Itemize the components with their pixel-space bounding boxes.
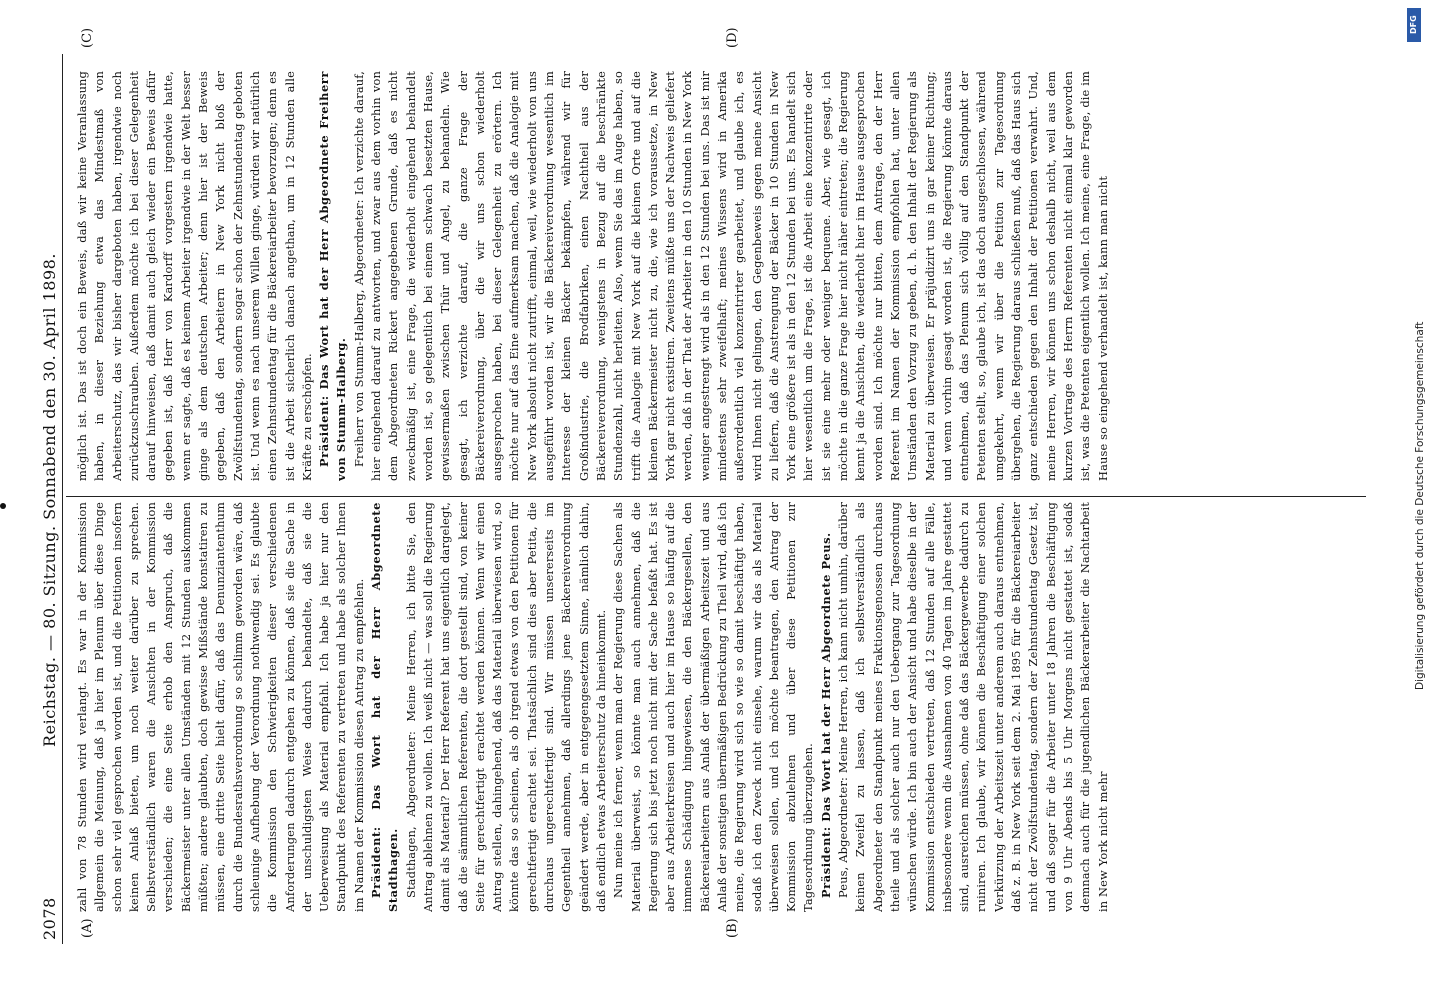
speaker-line: Präsident: Das Wort hat der Herr Abgeordnete Peus.: [818, 532, 833, 898]
right-column: [74, 71, 1374, 481]
column-divider: [66, 496, 1366, 497]
paragraph: möglich ist. Das ist doch ein Beweis, daß wir keine Veranlassung haben, in dieser Beziehung etwa das Mindestmaß von Arbeiterschutz, das wir bisher dargeboten haben, irgendwie noch zurückzuschrauben. Außerdem möchte ich bei dieser Gelegenheit darauf hinweisen, daß damit auch gleich wieder ein Beweis dafür gegeben ist, daß Herr von Kardorff vorgestern irgendwie hatte, wenn er sagte, daß es keinem Arbeiter irgendwie in der Welt besser ginge als dem deutschen Arbeiter; denn hier ist der Beweis gegeben, daß den Arbeitern in New York nicht bloß der Zwölfstundentag, sondern sogar schon der Zehnstundentag geboten ist. Und wenn es nach unserem Willen ginge, würden wir natürlich einen Zehnstundentag für die Bäckereiarbeiter bevorzugen; denn es ist die Arbeit sicherlich danach angethan, um in 12 Stunden alle Kräfte zu erschöpfen.: [75, 71, 314, 481]
header-rule: [62, 54, 63, 944]
paragraph: Stadthagen, Abgeordneter: Meine Herren, ich bitte Sie, den Antrag ablehnen zu wollen. Ich weiß nicht — was soll die Regierung damit als Material? Der Herr Referent hat uns eigentlich dargelegt, daß die sämmtlichen Referenten, die dort gestellt sind, von keiner Seite für gerechtfertigt erachtet werden können. Wenn wir einen Antrag stellen, dahingehend, daß das Material überwiesen wird, so könnte das so scheinen, als ob irgend etwas von den Petitionen für gerechtfertigt erachtet sei. Thatsächlich sind dies aber Petita, die durchaus ungerechtfertigt sind. Wir müssen unsererseits im Gegentheil annehmen, daß allerdings jene Bäckereiverordnung geändert werde, aber in entgegengesetztem Sinne, nämlich dahin, daß endlich etwas Arbeiterschutz da hineinkommt.: [403, 502, 608, 912]
running-header: [6, 60, 59, 940]
credit-text: Digitalisierung gefördert durch die Deutsche Forschungsgemeinschaft: [1414, 321, 1426, 690]
margin-marker-c: (C): [80, 27, 95, 48]
paragraph: Nun meine ich ferner, wenn man der Regierung diese Sachen als Material überweist, so könnte man auch annehmen, daß die Regierung sich bis jetzt noch nicht mit der Sache befaßt hat. Es ist aber aus Arbeiterkreisen und auch hier im Hause so häufig auf die immense Schädigung hingewiesen, die den Bäckergesellen, den Bäckereiarbeitern aus Anlaß der übermäßigen Arbeitszeit und aus Anlaß der sonstigen übermäßigen Bedrückung zu Theil wird, daß ich meine, die Regierung wird sich so wie so damit beschäftigt haben, sodaß ich den Zweck nicht einsehe, warum wir das als Material überweisen sollen, und ich möchte beantragen, den Antrag der Kommission abzulehnen und über diese Petitionen zur Tagesordnung überzugehen.: [611, 502, 816, 912]
paragraph: Freiherr von Stumm-Halberg, Abgeordneter: Ich verzichte darauf, hier eingehend darauf zu antworten, und zwar aus dem vorhin von dem Abgeordneten Rickert angegebenen Grunde, daß es nicht zweckmäßig ist, eine Frage, die wiederholt eingehend behandelt worden ist, so gelegentlich bei einem schwach besetzten Hause, gewissermaßen zwischen Thür und Angel, zu behandeln. Wie gesagt, ich verzichte darauf, die ganze Frage der Bäckereiverordnung, über die wir uns schon wiederholt ausgesprochen haben, bei dieser Gelegenheit zu erörtern. Ich möchte nur auf das Eine aufmerksam machen, daß die Analogie mit New York absolut nicht zutrifft, einmal, weil, wie wiederholt von uns ausgeführt worden ist, wir die Bäckereiverordnung wesentlich im Interesse der kleinen Bäcker bekämpfen, während wir für Großindustrie, die Brodfabriken, einen Nachtheil aus der Bäckereiverordnung, wenigstens in Bezug auf die beschränkte Stundenzahl, nicht herleiten. Also, wenn Sie das im Auge haben, so trifft die Analogie mit New York auf die kleinen Orte und auf die kleinen Bäckermeister nicht zu, die, wie ich voraussetze, in New York gar nicht existiren. Zweitens müßte uns der Nachweis geliefert werden, daß in der That der Arbeiter in den 10 Stunden in New York weniger angestrengt wird als in den 12 Stunden bei uns. Das ist mir mindestens sehr zweifelhaft; meines Wissens wird in Amerika außerordentlich viel konzentrirter gearbeitet, und glaube ich, es wird Ihnen nicht gelingen, den Gegenbeweis gegen meine Ansicht zu liefern, daß die Anstrengung der Bäcker in 10 Stunden in New York eine größere ist als in den 12 Stunden bei uns. Es handelt sich hier wesentlich um die Frage, ist die Arbeit eine konzentrirte oder ist sie eine mehr oder weniger bequeme. Aber, wie gesagt, ich möchte in die ganze Frage hier nicht näher eintreten; die Regierung kennt ja die Ansichten, die wiederholt hier im Hause ausgesprochen worden sind. Ich möchte nur bitten, dem Antrage, den der Herr Referent im Namen der Kommission empfohlen hat, unter allen Umständen den Vorzug zu geben, d. h. den Inhalt der Regierung als Material zu überweisen. Er präjudizirt uns in gar keiner Richtung; und wenn vorhin gesagt worden ist, die Regierung könnte daraus entnehmen, daß das Plenum sich völlig auf den Standpunkt der Petenten stellt, so, glaube ich, ist das doch ausgeschlossen, während umgekehrt, wenn wir über die Petition zur Tagesordnung übergehen, die Regierung daraus schließen muß, daß das Haus sich ganz entschieden gegen den Inhalt der Petitionen verwahrt. Und, meine Herren, wir können uns schon deshalb nicht, weil aus dem kurzen Vortrage des Herrn Referenten nicht einmal klar geworden ist, was die Petenten eigentlich wollen. Ich meine, eine Frage, die im Hause so eingehend verhandelt ist, kann man nicht: [351, 71, 1110, 481]
margin-marker-b: (B): [725, 918, 740, 938]
left-column: [74, 502, 1374, 912]
print-dot: [0, 503, 6, 509]
margin-marker-d: (D): [725, 27, 740, 48]
speaker-line: Präsident: Das Wort hat der Herr Abgeordnete Freiherr von Stumm-Halberg.: [317, 71, 349, 481]
speaker-line: Präsident: Das Wort hat der Herr Abgeordnete Stadthagen.: [369, 502, 401, 912]
page-title: Reichstag. — 80. Sitzung. Sonnabend den 30. April 1898.: [40, 253, 59, 747]
paragraph: zahl von 78 Stunden wird verlangt. Es war in der Kommission allgemein die Meinung, daß ja hier im Plenum über diese Dinge schon sehr viel gesprochen worden ist, und die Petitionen insofern keinen Anlaß bieten, um noch weiter darüber zu sprechen. Selbstverständlich waren die Ansichten in der Kommission verschieden; die eine Seite erhob den Anspruch, daß die Bäckermeister unter allen Umständen mit 12 Stunden auskommen müßten; andere glaubten, doch gewisse Mißstände konstatiren zu müssen, eine dritte Seite hielt dafür, daß das Denunziantenthum durch die Bundesrathsverordnung so schlimm geworden wäre, daß schleunige Aufhebung der Verordnung nothwendig sei. Es glaubte die Kommission den Schwierigkeiten dieser verschiedenen Anforderungen dadurch entgehen zu können, daß sie die Sache in der unschuldigsten Weise dadurch behandelte, daß sie die Ueberweisung als Material empfahl. Ich habe ja hier nur den Standpunkt des Referenten zu vertreten und habe als solcher Ihnen im Namen der Kommission diesen Antrag zu empfehlen.: [75, 502, 366, 912]
dfg-logo: DFG: [1407, 8, 1421, 42]
paragraph: Peus, Abgeordneter: Meine Herren, ich kann nicht umhin, darüber keinen Zweifel zu lassen, daß ich selbstverständlich als Abgeordneter den Standpunkt meines Fraktionsgenossen durchaus theile und als solcher auch nur den Uebergang zur Tagesordnung wünschen würde. Ich bin auch der Ansicht und habe dieselbe in der Kommission entschieden vertreten, daß 12 Stunden auf alle Fälle, insbesondere wenn die Ausnahmen von 40 Tagen im Jahre gestattet sind, ausreichen müssen, ohne daß das Bäckergewerbe dadurch zu ruiniren. Ich glaube, wir können die Beschäftigung einer solchen Verkürzung der Arbeitszeit unter anderem auch daraus entnehmen, daß z. B. in New York seit dem 2. Mai 1895 für die Bäckereiarbeiter nicht der Zwölfstundentag, sondern der Zehnstundentag Gesetz ist, und daß sogar für die Arbeiter unter 18 Jahren die Beschäftigung von 9 Uhr Abends bis 5 Uhr Morgens nicht gestattet ist, sodaß demnach auch für die jugendlichen Bäckerarbeiter die Nachtarbeit in New York nicht mehr: [836, 502, 1110, 912]
margin-marker-a: (A): [80, 918, 95, 938]
page-number: 2078: [40, 897, 59, 940]
digitization-credit: [1406, 0, 1430, 1000]
